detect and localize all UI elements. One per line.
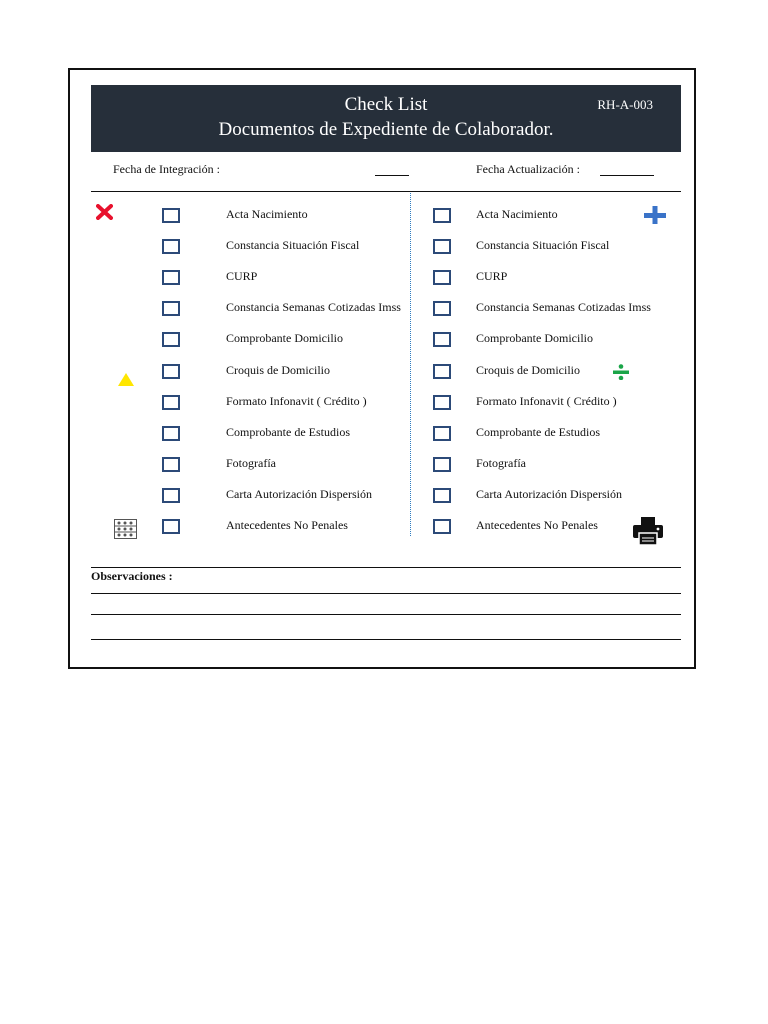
left-item-label: Fotografía (226, 456, 276, 470)
right-item-checkbox[interactable] (433, 239, 451, 254)
close-x-icon (96, 204, 113, 225)
right-item-checkbox[interactable] (433, 457, 451, 472)
right-item-checkbox[interactable] (433, 208, 451, 223)
left-item-checkbox[interactable] (162, 208, 180, 223)
abacus-icon (114, 519, 137, 544)
plus-icon (644, 206, 666, 229)
right-item-label: Formato Infonavit ( Crédito ) (476, 394, 617, 408)
left-item-checkbox[interactable] (162, 301, 180, 316)
left-item-label: Croquis de Domicilio (226, 363, 330, 377)
observations-top-line (91, 567, 681, 568)
integration-date-label: Fecha de Integración : (113, 162, 220, 176)
right-item-checkbox[interactable] (433, 395, 451, 410)
left-item-label: Formato Infonavit ( Crédito ) (226, 394, 367, 408)
right-item-checkbox[interactable] (433, 270, 451, 285)
update-date-field[interactable] (600, 175, 654, 176)
right-item-checkbox[interactable] (433, 364, 451, 379)
right-item-label: Constancia Situación Fiscal (476, 238, 610, 252)
left-item-checkbox[interactable] (162, 364, 180, 379)
warning-triangle-icon (118, 373, 134, 391)
left-item-checkbox[interactable] (162, 395, 180, 410)
right-item-checkbox[interactable] (433, 332, 451, 347)
integration-date-field[interactable] (375, 175, 409, 176)
observations-line-1[interactable] (91, 593, 681, 594)
left-item-label: Comprobante Domicilio (226, 331, 343, 345)
header-divider (91, 191, 681, 192)
left-item-checkbox[interactable] (162, 332, 180, 347)
right-item-label: Comprobante de Estudios (476, 425, 600, 439)
observations-line-3[interactable] (91, 639, 681, 640)
observations-label: Observaciones : (91, 569, 173, 583)
left-item-label: Comprobante de Estudios (226, 425, 350, 439)
right-item-label: Carta Autorización Dispersión (476, 487, 622, 501)
header-banner (91, 85, 681, 152)
left-item-label: CURP (226, 269, 258, 283)
divide-icon (613, 364, 629, 385)
right-item-label: Constancia Semanas Cotizadas Imss (476, 300, 651, 314)
right-item-label: Fotografía (476, 456, 526, 470)
update-date-label: Fecha Actualización : (476, 162, 580, 176)
right-item-label: Croquis de Domicilio (476, 363, 580, 377)
right-item-checkbox[interactable] (433, 488, 451, 503)
left-item-checkbox[interactable] (162, 239, 180, 254)
right-item-checkbox[interactable] (433, 301, 451, 316)
right-item-label: CURP (476, 269, 508, 283)
right-item-label: Comprobante Domicilio (476, 331, 593, 345)
left-item-label: Constancia Situación Fiscal (226, 238, 360, 252)
page-subtitle: Documentos de Expediente de Colaborador. (218, 119, 554, 140)
observations-line-2[interactable] (91, 614, 681, 615)
column-divider (410, 193, 411, 536)
right-item-label: Acta Nacimiento (476, 207, 558, 221)
left-item-label: Acta Nacimiento (226, 207, 308, 221)
left-item-checkbox[interactable] (162, 426, 180, 441)
right-item-label: Antecedentes No Penales (476, 518, 598, 532)
left-item-label: Carta Autorización Dispersión (226, 487, 372, 501)
left-item-checkbox[interactable] (162, 270, 180, 285)
left-item-checkbox[interactable] (162, 488, 180, 503)
page-title: Check List (344, 94, 428, 115)
right-item-checkbox[interactable] (433, 519, 451, 534)
right-item-checkbox[interactable] (433, 426, 451, 441)
left-item-checkbox[interactable] (162, 519, 180, 534)
document-code: RH-A-003 (597, 97, 653, 112)
left-item-label: Constancia Semanas Cotizadas Imss (226, 300, 401, 314)
printer-icon (632, 516, 664, 551)
left-item-label: Antecedentes No Penales (226, 518, 348, 532)
left-item-checkbox[interactable] (162, 457, 180, 472)
